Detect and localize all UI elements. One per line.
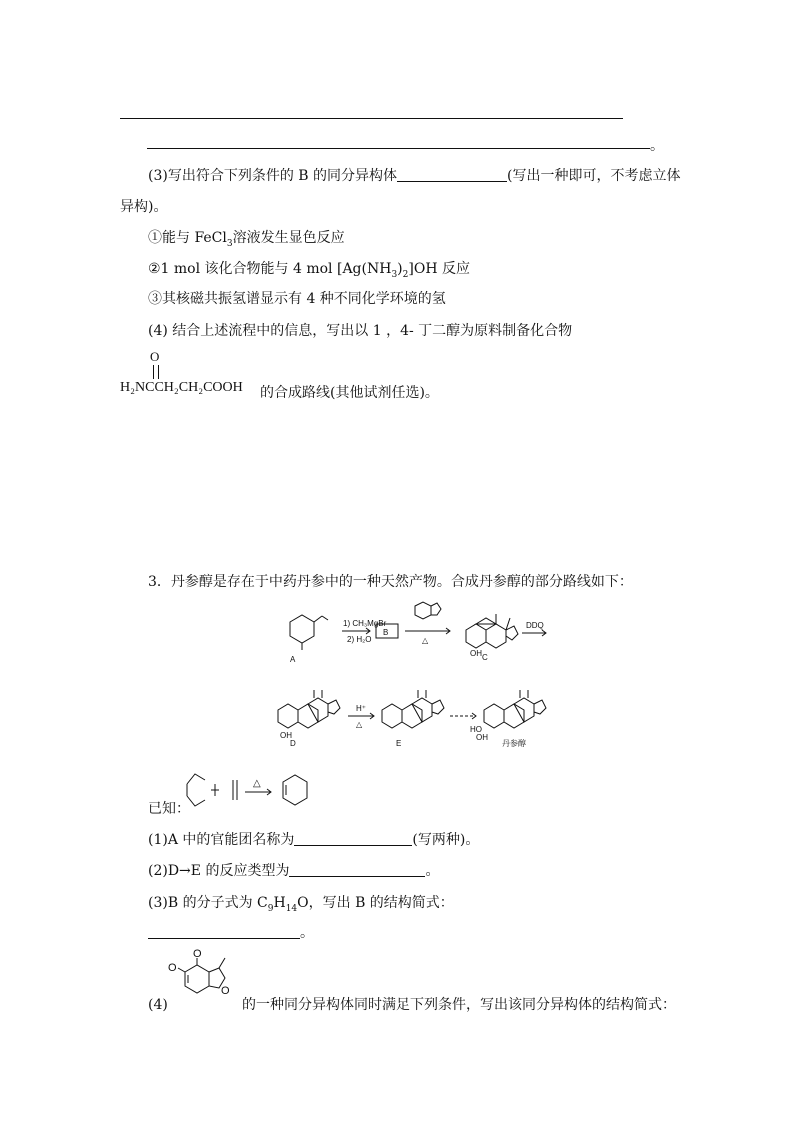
label-d: D: [290, 739, 296, 748]
known-delta: △: [253, 778, 261, 789]
q4-formula-double-bond: [153, 365, 159, 379]
answer-line-2: [147, 148, 650, 149]
q4-line: (4) 结合上述流程中的信息，写出以 1 ，4- 丁二醇为原料制备化合物: [148, 323, 573, 339]
oh-final: OH: [476, 733, 488, 742]
ho-final: HO: [470, 725, 482, 734]
h-plus: H⁺: [356, 704, 366, 713]
s3-q3: (3)B 的分子式为 $C_9H_{14}O$，写出 B 的结构简式：: [148, 895, 454, 914]
s3-q4-prefix: (4): [148, 997, 168, 1013]
oh-d: OH: [280, 731, 292, 740]
q4-structure: [165, 946, 245, 1010]
condition-3: ③其核磁共振氢谱显示有 4 种不同化学环境的氢: [148, 291, 446, 307]
s3-q4-text: 的一种同分异构体同时满足下列条件，写出该同分异构体的结构简式：: [242, 997, 676, 1013]
q4-o-ring: O: [221, 985, 230, 997]
q4-o-left: O: [168, 962, 177, 974]
delta-1: △: [422, 636, 429, 645]
delta-2: △: [356, 720, 363, 729]
ddq: DDQ: [526, 621, 544, 630]
period-mark: 。: [650, 138, 664, 154]
q4-o-top: O: [193, 948, 202, 960]
s3-q1-blank[interactable]: [294, 831, 412, 846]
label-c: C: [482, 653, 488, 662]
condition-2: ②1 mol 该化合物能与 4 mol $[Ag(NH_3)_2]OH$ 反应: [148, 261, 470, 280]
known-reaction: [175, 766, 315, 822]
box-b: B: [383, 628, 389, 637]
step1-bottom: 2) H₂O: [347, 635, 372, 644]
s3-q3-answer: 。: [148, 924, 314, 942]
q4-end: 的合成路线(其他试剂任选)。: [260, 385, 439, 401]
reaction-scheme: [270, 600, 570, 760]
known-label: 已知：: [148, 801, 190, 817]
label-final: 丹参醇: [502, 739, 526, 748]
q3-continuation: 异构)。: [120, 199, 168, 215]
s3-q2: (2)D→E 的反应类型为 。: [148, 863, 440, 879]
s3-q3-blank[interactable]: [148, 924, 300, 939]
s3-q1: (1)A 中的官能团名称为 (写两种)。: [148, 832, 480, 848]
label-e: E: [396, 739, 402, 748]
step1-top: 1) CH₃MgBr: [343, 619, 387, 628]
q4-formula: H₂NCCH₂CH₂COOH: [120, 380, 243, 395]
q3-answer-blank[interactable]: [397, 167, 507, 182]
label-a: A: [290, 655, 296, 664]
answer-line-1: [120, 118, 623, 119]
section3-intro: 3．丹参醇是存在于中药丹参中的一种天然产物。合成丹参醇的部分路线如下：: [148, 574, 633, 590]
s3-q2-blank[interactable]: [289, 862, 425, 877]
oh-c: OH: [470, 649, 482, 658]
condition-1: ①能与 FeCl$_3$溶液发生显色反应: [148, 230, 345, 249]
q4-formula-o: O: [150, 349, 160, 364]
q3-line: (3)写出符合下列条件的 B 的同分异构体 (写出一种即可，不考虑立体: [148, 168, 681, 184]
